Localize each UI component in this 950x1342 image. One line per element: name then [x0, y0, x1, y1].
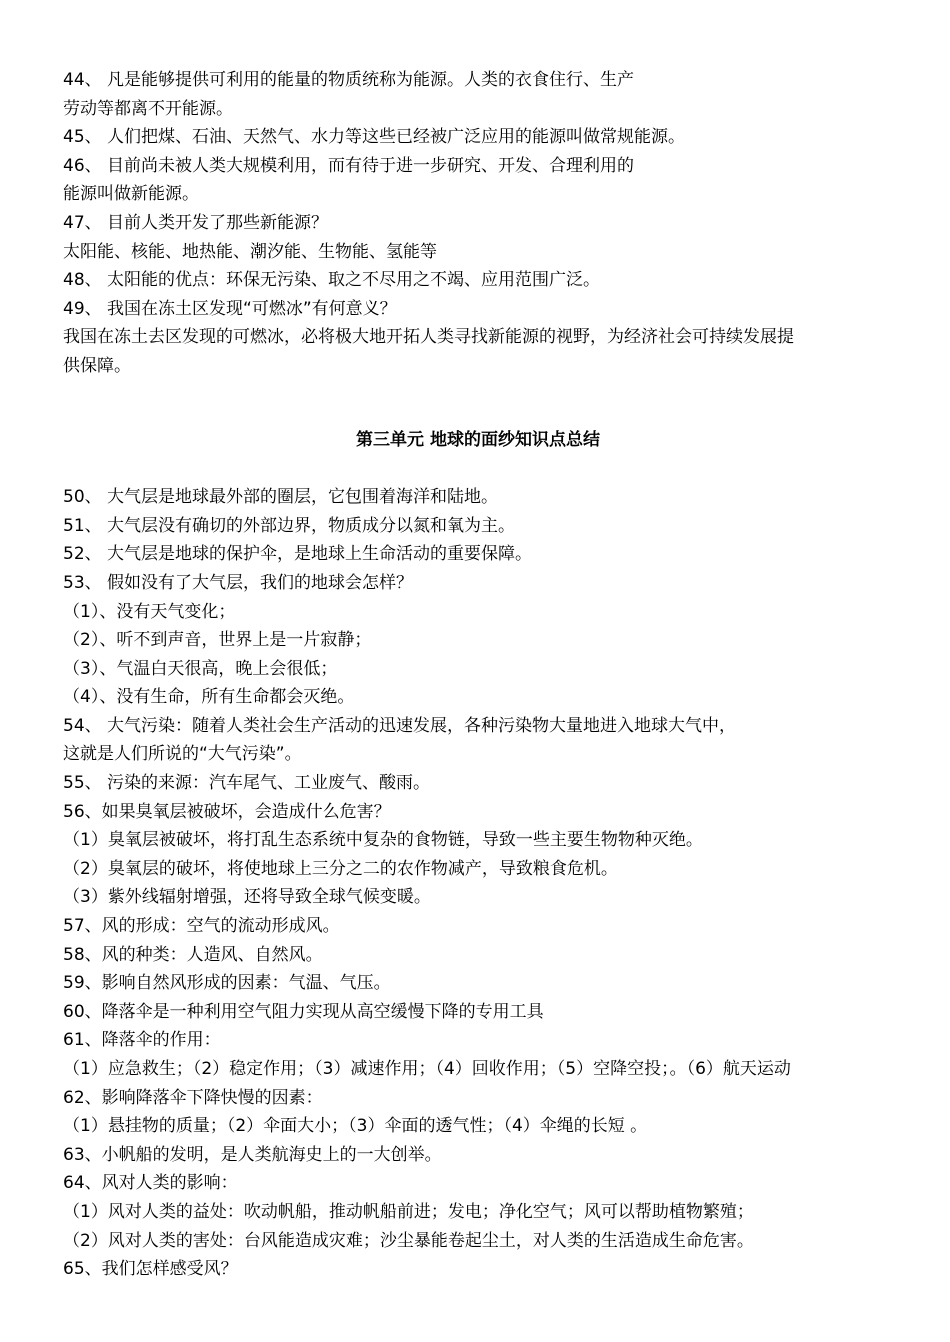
text-line: 49、 我国在冻土区发现“可燃冰”有何意义？	[63, 298, 397, 319]
text-line: 65、我们怎样感受风？	[63, 1259, 238, 1280]
text-line: 63、小帆船的发明，是人类航海史上的一大创举。	[63, 1144, 442, 1165]
text-line: 这就是人们所说的“大气污染”。	[63, 744, 302, 765]
text-line: 56、如果臭氧层被破坏，会造成什么危害？	[63, 801, 391, 822]
section-heading: 第三单元 地球的面纱知识点总结	[356, 429, 600, 450]
text-line: 64、风对人类的影响：	[63, 1173, 238, 1194]
text-line: 太阳能、核能、地热能、潮汐能、生物能、氢能等	[63, 241, 437, 262]
text-line: 59、影响自然风形成的因素：气温、气压。	[63, 973, 391, 994]
text-line: （1）风对人类的益处：吹动帆船，推动帆船前进；发电；净化空气；风可以帮助植物繁殖；	[63, 1201, 754, 1222]
text-line: 47、 目前人类开发了那些新能源？	[63, 212, 329, 233]
text-line: （1）臭氧层被破坏，将打乱生态系统中复杂的食物链，导致一些主要生物物种灭绝。	[63, 830, 703, 851]
text-line: 57、风的形成：空气的流动形成风。	[63, 916, 340, 937]
text-line: 52、 大气层是地球的保护伞，是地球上生命活动的重要保障。	[63, 544, 533, 565]
text-line: 51、 大气层没有确切的外部边界，物质成分以氮和氧为主。	[63, 515, 516, 536]
text-line: （3）、气温白天很高，晚上会很低；	[63, 658, 338, 679]
text-line: （1）、没有天气变化；	[63, 601, 236, 622]
text-line: （1）应急救生；（2）稳定作用；（3）减速作用；（4）回收作用；（5）空降空投；。（6）航天运动	[63, 1059, 791, 1079]
text-line: 44、 凡是能够提供可利用的能量的物质统称为能源。人类的衣食住行、生产	[63, 70, 635, 90]
text-line: 61、降落伞的作用：	[63, 1030, 221, 1051]
text-line: （3）紫外线辐射增强，还将导致全球气候变暖。	[63, 887, 431, 908]
document-page	[63, 66, 893, 1284]
text-line: （2）臭氧层的破坏，将使地球上三分之二的农作物减产，导致粮食危机。	[63, 858, 618, 879]
text-line: 50、 大气层是地球最外部的圈层，它包围着海洋和陆地。	[63, 487, 499, 508]
text-line: （2）、听不到声音，世界上是一片寂静；	[63, 630, 372, 651]
text-line: 60、降落伞是一种利用空气阻力实现从高空缓慢下降的专用工具	[63, 1001, 544, 1022]
text-line: （4）、没有生命，所有生命都会灭绝。	[63, 687, 355, 708]
text-line: 供保障。	[63, 355, 131, 376]
text-line: （2）风对人类的害处：台风能造成灾难；沙尘暴能卷起尘土，对人类的生活造成生命危害。	[63, 1230, 754, 1251]
text-line: 55、 污染的来源：汽车尾气、工业废气、酸雨。	[63, 773, 431, 794]
text-line: 62、影响降落伞下降快慢的因素：	[63, 1087, 323, 1108]
text-line: 45、 人们把煤、石油、天然气、水力等这些已经被广泛应用的能源叫做常规能源。	[63, 127, 686, 148]
text-line: 53、 假如没有了大气层，我们的地球会怎样？	[63, 572, 414, 593]
section-energy	[63, 66, 893, 381]
text-line: 46、 目前尚未被人类大规模利用，而有待于进一步研究、开发、合理利用的	[63, 155, 635, 176]
text-line: 48、 太阳能的优点：环保无污染、取之不尽用之不竭、应用范围广泛。	[63, 270, 601, 291]
text-line: 我国在冻土去区发现的可燃冰，必将极大地开拓人类寻找新能源的视野，为经济社会可持续发展提	[63, 327, 794, 348]
section-atmosphere	[63, 483, 893, 1284]
text-line: 能源叫做新能源。	[63, 184, 199, 205]
text-line: 劳动等都离不开能源。	[63, 98, 233, 119]
text-line: 58、风的种类：人造风、自然风。	[63, 944, 323, 965]
text-line: （1）悬挂物的质量；（2）伞面大小；（3）伞面的透气性；（4）伞绳的长短 。	[63, 1116, 648, 1137]
text-line: 54、 大气污染：随着人类社会生产活动的迅速发展，各种污染物大量地进入地球大气中，	[63, 715, 737, 736]
